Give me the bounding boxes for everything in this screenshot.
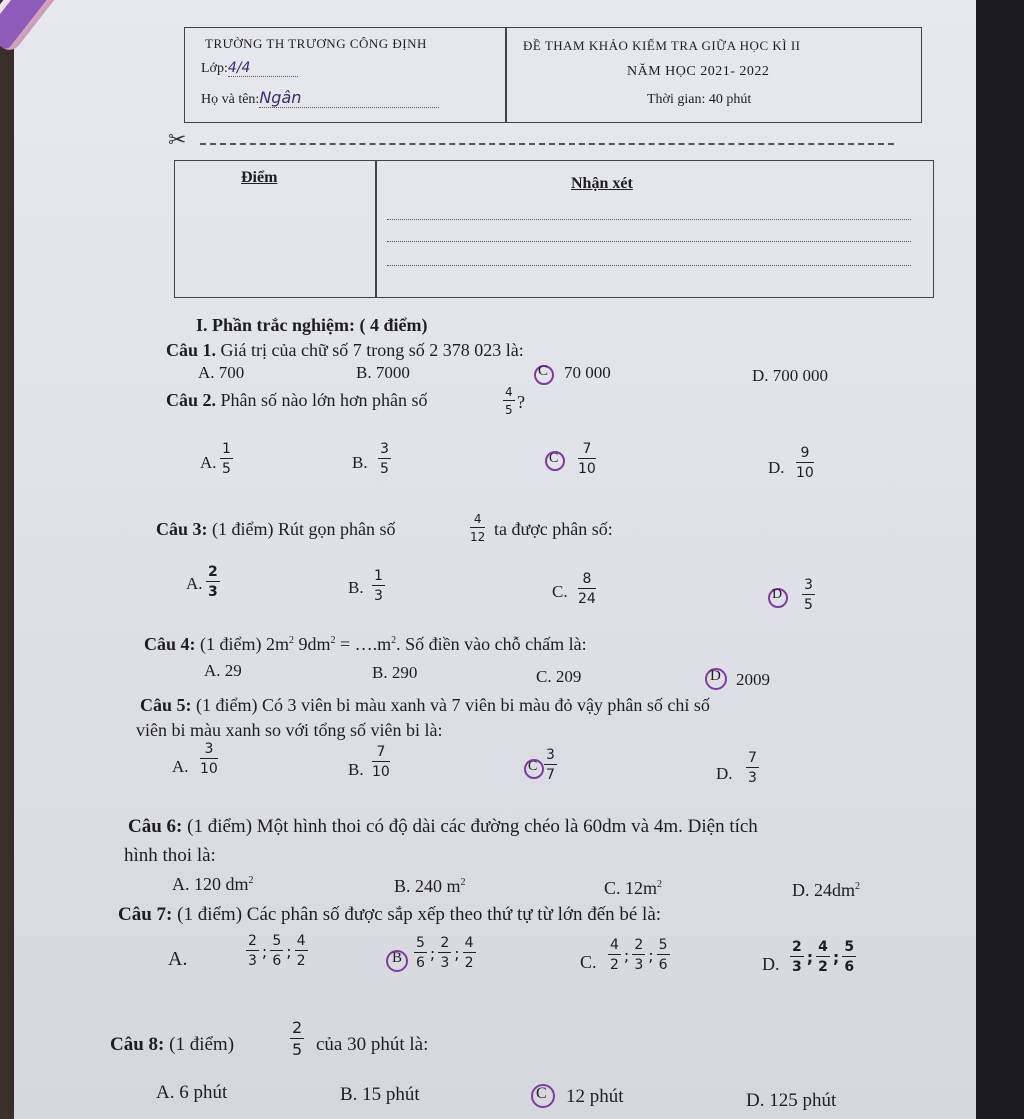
fraction: 5 6 [844,939,855,975]
q5-option-c-letter[interactable]: C [528,759,538,774]
q8-option-c[interactable]: 12 phút [566,1086,624,1107]
q2-option-b[interactable]: B. [352,453,368,472]
question-text: (1 điểm) 2m [200,634,289,654]
separator: ; [648,945,654,965]
q3-option-c-fraction[interactable]: 8 24 [578,571,596,607]
q1-option-c[interactable]: 70 000 [564,363,611,382]
question-2 [166,390,428,411]
question-text: (1 điểm) Một hình thoi có độ dài các đường chéo là 60dm và 4m. Diện tích [187,816,758,837]
q7-option-b-fractions[interactable] [414,936,476,970]
q4-option-d[interactable]: 2009 [736,670,770,689]
q5-option-b[interactable]: B. [348,760,364,779]
q6-option-c[interactable]: C. $12m^2$ [604,878,663,898]
q1-option-d[interactable]: D. 700 000 [752,366,829,385]
fraction: 2 3 [248,933,257,969]
question-7 [118,904,661,926]
fraction: 4 2 [610,937,619,973]
comment-line [387,241,911,242]
q2-option-d-fraction[interactable]: 9 10 [796,445,814,481]
q3-option-c[interactable]: C. [552,582,568,601]
question-1 [166,340,524,361]
fraction: 4 2 [464,935,474,971]
comment-line [387,219,911,220]
q3-option-b[interactable]: B. [348,578,364,597]
q2-option-d[interactable]: D. [768,458,785,477]
q1-option-c-letter[interactable]: C [538,363,549,379]
cut-line [200,143,894,145]
q3-option-d-letter[interactable]: D [772,587,783,602]
school-name: TRƯỜNG TH TRƯƠNG CÔNG ĐỊNH [205,36,427,51]
q2-option-a-fraction[interactable]: 1 5 [222,441,231,477]
q6-option-d[interactable]: D. $24dm^2$ [792,880,860,900]
q2-option-c-letter[interactable]: C [549,451,559,466]
name-label: Họ và tên: [201,92,260,107]
exam-title: ĐỀ THAM KHẢO KIỂM TRA GIỮA HỌC KÌ II [523,38,801,53]
q7-option-c-fractions[interactable] [608,938,670,972]
q4-option-a[interactable]: A. 29 [204,661,242,680]
fraction: 4 5 [505,385,513,417]
fraction: 2 3 [440,935,450,971]
separator: ; [286,941,292,961]
separator: ; [429,943,436,963]
q3-option-a-fraction[interactable]: 2 3 [208,564,218,600]
q2-option-b-fraction[interactable]: 3 5 [380,441,389,477]
comment-label: Nhận xét [571,175,633,192]
q3-option-b-fraction[interactable]: 1 3 [374,568,383,604]
question-tail: của 30 phút là: [316,1034,429,1055]
q2-option-c-fraction[interactable]: 7 10 [578,441,596,477]
q7-option-b-letter[interactable]: B [392,950,403,966]
q1-option-a[interactable]: A. 700 [198,363,245,382]
fraction: 4 12 [470,512,486,544]
class-value: 4/4 [228,60,298,77]
header-table [184,27,922,123]
question-3 [156,519,396,540]
fraction: 5 6 [416,935,425,971]
q6-option-b[interactable]: B. 240 $m^2$ [394,876,466,896]
question-label: Câu 2. [166,390,217,410]
question-5 [140,695,710,716]
score-box [174,160,934,298]
question-label: Câu 5: [140,695,192,715]
name-value: Ngân [259,88,439,108]
question-4: Câu 4: (1 điểm) $2m^2$ $9dm^2$ = $\dots.m^2$. Số điền vào chỗ chấm là: [144,634,587,654]
question-label: Câu 1. [166,340,217,360]
q5-option-a[interactable]: A. [172,757,189,776]
q5-option-a-fraction[interactable]: 3 10 [200,741,218,777]
fraction: 4 2 [296,933,306,969]
comment-line [387,265,911,266]
question-text: (1 điểm) Các phân số được sắp xếp theo thứ tự từ lớn đến bé là: [177,904,662,925]
q3-option-d-fraction[interactable]: 3 5 [804,577,813,613]
section-title: I. Phần trắc nghiệm: ( 4 điểm) [196,315,428,335]
name-field [201,88,439,108]
question-text: (1 điểm) [169,1034,235,1055]
fraction: 5 6 [272,933,282,969]
q8-option-b[interactable]: B. 15 phút [340,1084,420,1105]
dark-border [976,0,1024,1119]
question-tail: ? [517,392,525,412]
class-field [201,60,298,77]
question-text: (1 điểm) Có 3 viên bi màu xanh và 7 viên bi màu đỏ vậy phân số chỉ số [196,695,710,715]
q7-option-a-fractions[interactable] [246,934,308,968]
question-6 [128,816,758,838]
separator: ; [832,947,840,967]
question-label: Câu 8: [110,1034,165,1055]
q7-option-d[interactable]: D. [762,954,780,974]
fraction: 5 6 [658,937,668,973]
q4-option-c[interactable]: C. 209 [536,667,582,686]
duration: Thời gian: 40 phút [647,92,752,107]
school-year: NĂM HỌC 2021- 2022 [627,64,770,79]
fraction: 2 5 [292,1018,303,1059]
fraction: 4 2 [818,939,828,975]
q4-option-b[interactable]: B. 290 [372,663,418,682]
q5-option-c-fraction[interactable]: 3 7 [546,747,555,783]
separator: ; [806,947,814,967]
separator: ; [454,943,460,963]
q3-option-a[interactable]: A. [186,574,203,593]
q7-option-a[interactable]: A. [168,948,188,970]
q2-option-a[interactable]: A. [200,453,217,472]
fraction: 2 3 [792,939,802,975]
question-label: Câu 3: [156,519,208,539]
q6-option-a[interactable]: A. 120 $dm^2$ [172,874,254,894]
question-8 [110,1034,234,1056]
question-6-line-2: hình thoi là: [124,845,216,866]
q8-option-d[interactable]: D. 125 phút [746,1090,837,1111]
score-label: Điểm [241,169,278,186]
q5-option-d[interactable]: D. [716,764,733,783]
q1-option-b[interactable]: B. 7000 [356,363,410,382]
fraction: 2 3 [634,937,644,973]
q5-option-b-fraction[interactable]: 7 10 [372,744,390,780]
question-text: (1 điểm) Rút gọn phân số [212,519,396,539]
q7-option-c[interactable]: C. [580,952,597,972]
q8-option-a[interactable]: A. 6 phút [156,1082,228,1103]
question-label: Câu 6: [128,816,183,837]
scissors-icon: ✂ [168,128,187,153]
question-label: Câu 4: [144,634,196,654]
class-label: Lớp: [201,61,228,76]
question-text: Giá trị của chữ số 7 trong số 2 378 023 là: [220,340,524,360]
question-label: Câu 7: [118,904,173,925]
question-text: Phân số nào lớn hơn phân số [220,390,428,410]
q4-option-d-letter[interactable]: D [710,668,721,684]
q7-option-d-fractions[interactable] [790,940,856,974]
separator: ; [261,941,268,961]
separator: ; [623,945,630,965]
question-tail: ta được phân số: [494,519,613,539]
question-5-line-2: viên bi màu xanh so với tổng số viên bi là: [136,720,443,740]
q8-option-c-letter[interactable]: C [536,1085,547,1102]
q5-option-d-fraction[interactable]: 7 3 [748,750,757,786]
